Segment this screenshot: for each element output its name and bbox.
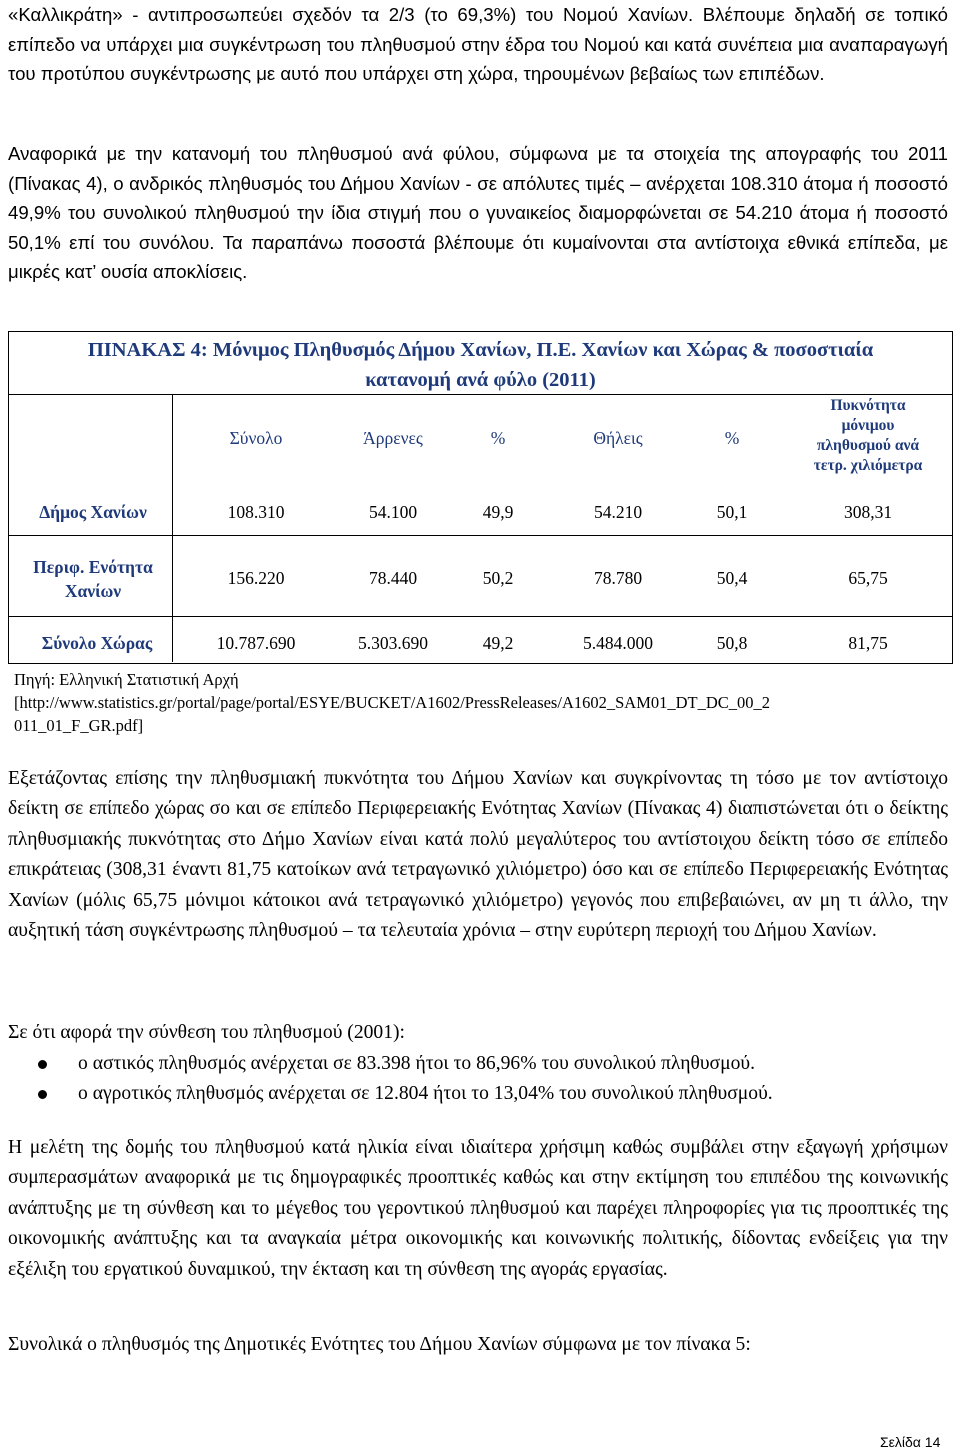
cell-male: 78.440 <box>368 568 418 588</box>
source-url-line: 011_01_F_GR.pdf] <box>14 716 144 735</box>
header-pct-male: % <box>490 428 506 448</box>
table-source <box>14 668 944 737</box>
source-line: Πηγή: Ελληνική Στατιστική Αρχή <box>14 670 239 689</box>
cell-male: 5.303.690 <box>358 633 428 653</box>
header-density-line: Πυκνότητα <box>830 397 906 414</box>
cell-total: 10.787.690 <box>216 633 296 653</box>
cell-pct-male: 49,9 <box>482 502 514 522</box>
source-url-line: [http://www.statistics.gr/portal/page/portal/ESYE/BUCKET/A1602/PressReleases/A1602_SAM01_DT_DC_00_2 <box>14 693 771 712</box>
row-label-synolo-xoras: Σύνολο Χώρας <box>41 633 153 653</box>
bullet-text: ο αστικός πληθυσμός ανέρχεται σε 83.398 ήτοι το 86,96% του συνολικού πληθυσμού. <box>78 1053 756 1074</box>
row-label-line: Χανίων <box>64 581 122 601</box>
bullet-text: ο αγροτικός πληθυσμός ανέρχεται σε 12.804 ήτοι το 13,04% του συνολικού πληθυσμού. <box>78 1083 773 1105</box>
table-title <box>8 335 953 395</box>
paragraph-gender-distribution: Αναφορικά με την κατανομή του πληθυσμού ανά φύλου, σύμφωνα με τα στοιχεία της απογραφής του 2011 (Πίνακας 4), ο ανδρικός πληθυσμός του Δήμου Χανίων - σε απόλυτες τιμές – ανέρχεται 108.310 άτομα ή ποσοστό 49,9% του συνολικού πληθυσμού την ίδια στιγμή που ο γυναικείος διαμορφώνεται σε 54.210 άτομα ή ποσοστό 50,1% επί του συνόλου. Τα παραπάνω ποσοστά βλέπουμε ότι κυμαίνονται στα αντίστοιχα εθνικά επίπεδα, με μικρές κατ’ ουσία αποκλίσεις. <box>8 143 948 283</box>
header-pct-female: % <box>724 428 740 448</box>
bullet-dot-icon <box>38 1090 47 1099</box>
table-divider <box>172 394 173 662</box>
cell-pct-female: 50,8 <box>716 633 748 653</box>
cell-pct-male: 50,2 <box>482 568 514 588</box>
cell-female: 78.780 <box>593 568 643 588</box>
row-label-pe-chanion <box>18 555 168 603</box>
header-density <box>788 396 948 476</box>
cell-male: 54.100 <box>368 502 418 522</box>
bullet-item-rural <box>8 1079 948 1109</box>
bullet-dot-icon <box>38 1060 47 1069</box>
cell-total: 156.220 <box>227 568 285 588</box>
table-divider <box>8 535 953 536</box>
paragraph-table5-intro: Συνολικά ο πληθυσμός της Δημοτικές Ενότητες του Δήμου Χανίων σύμφωνα με τον πίνακα 5: <box>8 1334 751 1355</box>
cell-pct-female: 50,1 <box>716 502 748 522</box>
paragraph-intro: «Καλλικράτη» - αντιπροσωπεύει σχεδόν τα 2/3 (το 69,3%) του Νομού Χανίων. Βλέπουμε δηλαδή σε τοπικό επίπεδο να υπάρχει μια συγκέντρωση του πληθυσμού στην έδρα του Νομού και κατά συνέπεια μια αναπαραγωγή του προτύπου συγκέντρωσης με αυτό που υπάρχει στη χώρα, τηρουμένων βεβαίως των επιπέδων. <box>8 4 948 85</box>
header-density-line: τετρ. χιλιόμετρα <box>813 457 923 474</box>
table-title-line: κατανομή ανά φύλο (2011) <box>365 369 596 391</box>
bullet-item-urban <box>8 1049 948 1079</box>
cell-pct-female: 50,4 <box>716 568 748 588</box>
header-total: Σύνολο <box>229 428 283 448</box>
table-divider <box>8 616 953 617</box>
population-table <box>8 331 953 664</box>
cell-density: 81,75 <box>848 633 888 653</box>
paragraph-age-structure: Η μελέτη της δομής του πληθυσμού κατά ηλικία είναι ιδιαίτερα χρήσιμη καθώς συμβάλει στην εξαγωγή χρήσιμων συμπερασμάτων αναφορικά με τις δημογραφικές προοπτικές καθώς και στην εκτίμηση του επιπέδου της κοινωνικής ανάπτυξης με τη σύνθεση και το μέγεθος του γεροντικού πληθυσμού και παρέχει πληροφορίες για τις προοπτικές της οικονομικής ανάπτυξης και τα αναγκαία μέτρα οικονομικής και κοινωνικής πολιτικής, δίδοντας ενδείξεις για την εξέλιξη του εργατικού δυναμικού, την έκταση και τη σύνθεση της αγοράς εργασίας. <box>8 1137 948 1280</box>
paragraph-density: Εξετάζοντας επίσης την πληθυσμιακή πυκνότητα του Δήμου Χανίων και συγκρίνοντας τη τόσο με τον αντίστοιχο δείκτη σε επίπεδο χώρας σο και σε επίπεδο Περιφερειακής Ενότητας Χανίων (Πίνακας 4) διαπιστώνεται ότι ο δείκτης πληθυσμιακής πυκνότητας στο Δήμο Χανίων είναι κατά πολύ μεγαλύτερος του αντίστοιχου δείκτη τόσο σε επίπεδο επικράτειας (308,31 έναντι 81,75 κατοίκων ανά τετραγωνικό χιλιόμετρο) όσο και σε επίπεδο Περιφερειακής Ενότητας Χανίων (μόλις 65,75 μόνιμοι κάτοικοι ανά τετραγωνικό χιλιόμετρο) γεγονός που επιβεβαιώνει, αν μη τι άλλο, την αυξητική τάση συγκέντρωσης πληθυσμού – τα τελευταία χρόνια – στην ευρύτερη περιοχή του Δήμου Χανίων. <box>8 768 948 942</box>
paragraph-composition-intro: Σε ότι αφορά την σύνθεση του πληθυσμού (2001): <box>8 1022 405 1043</box>
row-label-dimos-chanion: Δήμος Χανίων <box>39 502 147 522</box>
composition-bullet-list <box>8 1049 948 1110</box>
header-male: Άρρενες <box>363 428 423 448</box>
table-title-line: ΠΙΝΑΚΑΣ 4: Μόνιμος Πληθυσμός Δήμου Χανίων, Π.Ε. Χανίων και Χώρας & ποσοστιαία <box>87 339 874 361</box>
header-density-line: μόνιμου <box>841 417 895 434</box>
header-female: Θήλεις <box>593 428 643 448</box>
cell-total: 108.310 <box>227 502 285 522</box>
page-number: Σελίδα 14 <box>880 1434 941 1450</box>
header-density-line: πληθυσμού ανά <box>816 437 920 454</box>
row-label-line: Περιφ. Ενότητα <box>33 557 153 577</box>
cell-density: 308,31 <box>843 502 893 522</box>
cell-density: 65,75 <box>848 568 888 588</box>
cell-female: 54.210 <box>593 502 643 522</box>
cell-pct-male: 49,2 <box>482 633 514 653</box>
cell-female: 5.484.000 <box>583 633 653 653</box>
